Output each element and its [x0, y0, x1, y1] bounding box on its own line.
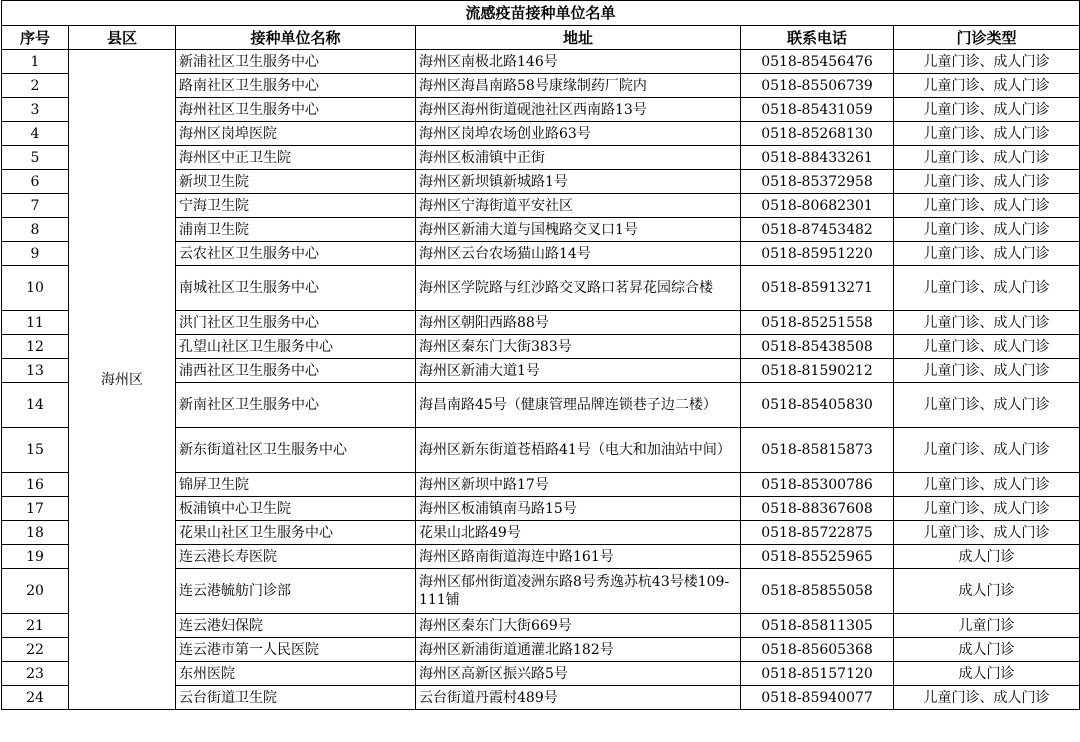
- unit-phone: 0518-85300786: [741, 473, 894, 497]
- header-row: [2, 26, 1080, 50]
- unit-phone: 0518-85913271: [741, 266, 894, 311]
- unit-name: 新浦社区卫生服务中心: [176, 50, 416, 74]
- unit-name: 孔望山社区卫生服务中心: [176, 335, 416, 359]
- header-address: 地址: [416, 26, 741, 50]
- unit-phone: 0518-85722875: [741, 521, 894, 545]
- unit-name: 东州医院: [176, 662, 416, 686]
- row-number: 6: [2, 170, 69, 194]
- row-number: 22: [2, 638, 69, 662]
- clinic-type: 成人门诊: [894, 638, 1080, 662]
- clinic-type: 儿童门诊、成人门诊: [894, 383, 1080, 428]
- header-no: 序号: [2, 26, 69, 50]
- unit-name: 海州社区卫生服务中心: [176, 98, 416, 122]
- clinic-type: 成人门诊: [894, 662, 1080, 686]
- unit-name: 海州区岗埠医院: [176, 122, 416, 146]
- row-number: 1: [2, 50, 69, 74]
- row-number: 5: [2, 146, 69, 170]
- unit-phone: 0518-85438508: [741, 335, 894, 359]
- unit-name: 板浦镇中心卫生院: [176, 497, 416, 521]
- clinic-type: 儿童门诊、成人门诊: [894, 242, 1080, 266]
- unit-address: 海州区板浦镇南马路15号: [416, 497, 741, 521]
- row-number: 18: [2, 521, 69, 545]
- unit-phone: 0518-85815873: [741, 428, 894, 473]
- unit-address: 海州区学院路与红沙路交叉路口茗昇花园综合楼: [416, 266, 741, 311]
- unit-address: 海州区岗埠农场创业路63号: [416, 122, 741, 146]
- row-number: 24: [2, 686, 69, 710]
- clinic-type: 儿童门诊: [894, 614, 1080, 638]
- clinic-type: 成人门诊: [894, 569, 1080, 614]
- table-title: 流感疫苗接种单位名单: [2, 1, 1080, 26]
- clinic-type: 儿童门诊、成人门诊: [894, 170, 1080, 194]
- unit-name: 新坝卫生院: [176, 170, 416, 194]
- unit-phone: 0518-88433261: [741, 146, 894, 170]
- unit-address: 云台街道丹霞村489号: [416, 686, 741, 710]
- clinic-type: 儿童门诊、成人门诊: [894, 98, 1080, 122]
- unit-phone: 0518-85157120: [741, 662, 894, 686]
- unit-address: 海州区云台农场猫山路14号: [416, 242, 741, 266]
- clinic-type: 成人门诊: [894, 545, 1080, 569]
- row-number: 10: [2, 266, 69, 311]
- row-number: 8: [2, 218, 69, 242]
- row-number: 19: [2, 545, 69, 569]
- clinic-type: 儿童门诊、成人门诊: [894, 194, 1080, 218]
- unit-phone: 0518-81590212: [741, 359, 894, 383]
- clinic-type: 儿童门诊、成人门诊: [894, 146, 1080, 170]
- clinic-type: 儿童门诊、成人门诊: [894, 122, 1080, 146]
- unit-address: 花果山北路49号: [416, 521, 741, 545]
- unit-address: 海州区新坝中路17号: [416, 473, 741, 497]
- unit-phone: 0518-85811305: [741, 614, 894, 638]
- row-number: 2: [2, 74, 69, 98]
- header-type: 门诊类型: [894, 26, 1080, 50]
- clinic-type: 儿童门诊、成人门诊: [894, 497, 1080, 521]
- unit-phone: 0518-85605368: [741, 638, 894, 662]
- unit-phone: 0518-80682301: [741, 194, 894, 218]
- table-row: [2, 50, 1080, 74]
- row-number: 15: [2, 428, 69, 473]
- unit-phone: 0518-85405830: [741, 383, 894, 428]
- clinic-type: 儿童门诊、成人门诊: [894, 428, 1080, 473]
- clinic-type: 儿童门诊、成人门诊: [894, 686, 1080, 710]
- clinic-type: 儿童门诊、成人门诊: [894, 74, 1080, 98]
- unit-phone: 0518-88367608: [741, 497, 894, 521]
- row-number: 20: [2, 569, 69, 614]
- unit-address: 海州区新坝镇新城路1号: [416, 170, 741, 194]
- unit-address: 海州区新浦大道1号: [416, 359, 741, 383]
- unit-address: 海州区高新区振兴路5号: [416, 662, 741, 686]
- unit-phone: 0518-85951220: [741, 242, 894, 266]
- clinic-type: 儿童门诊、成人门诊: [894, 50, 1080, 74]
- vaccination-units-table: [1, 0, 1080, 710]
- unit-address: 海州区郁州街道凌洲东路8号秀逸苏杭43号楼109-111铺: [416, 569, 741, 614]
- clinic-type: 儿童门诊、成人门诊: [894, 521, 1080, 545]
- unit-address: 海州区板浦镇中正街: [416, 146, 741, 170]
- unit-phone: 0518-85431059: [741, 98, 894, 122]
- unit-name: 新东街道社区卫生服务中心: [176, 428, 416, 473]
- row-number: 9: [2, 242, 69, 266]
- unit-name: 宁海卫生院: [176, 194, 416, 218]
- unit-address: 海州区新浦街道通灌北路182号: [416, 638, 741, 662]
- unit-address: 海州区新浦大道与国槐路交叉口1号: [416, 218, 741, 242]
- unit-phone: 0518-85940077: [741, 686, 894, 710]
- row-number: 7: [2, 194, 69, 218]
- unit-phone: 0518-85372958: [741, 170, 894, 194]
- clinic-type: 儿童门诊、成人门诊: [894, 218, 1080, 242]
- unit-address: 海州区秦东门大街383号: [416, 335, 741, 359]
- row-number: 4: [2, 122, 69, 146]
- unit-address: 海州区宁海街道平安社区: [416, 194, 741, 218]
- unit-phone: 0518-85268130: [741, 122, 894, 146]
- unit-address: 海州区秦东门大街669号: [416, 614, 741, 638]
- unit-address: 海州区海昌南路58号康缘制药厂院内: [416, 74, 741, 98]
- row-number: 16: [2, 473, 69, 497]
- unit-address: 海州区海州街道砚池社区西南路13号: [416, 98, 741, 122]
- unit-name: 连云港毓舫门诊部: [176, 569, 416, 614]
- unit-phone: 0518-85456476: [741, 50, 894, 74]
- row-number: 12: [2, 335, 69, 359]
- unit-phone: 0518-85506739: [741, 74, 894, 98]
- unit-address: 海昌南路45号（健康管理品牌连锁巷子边二楼）: [416, 383, 741, 428]
- unit-name: 花果山社区卫生服务中心: [176, 521, 416, 545]
- unit-phone: 0518-85525965: [741, 545, 894, 569]
- header-phone: 联系电话: [741, 26, 894, 50]
- clinic-type: 儿童门诊、成人门诊: [894, 311, 1080, 335]
- unit-name: 云农社区卫生服务中心: [176, 242, 416, 266]
- row-number: 11: [2, 311, 69, 335]
- clinic-type: 儿童门诊、成人门诊: [894, 359, 1080, 383]
- unit-address: 海州区南极北路146号: [416, 50, 741, 74]
- unit-address: 海州区朝阳西路88号: [416, 311, 741, 335]
- unit-name: 连云港长寿医院: [176, 545, 416, 569]
- unit-name: 浦西社区卫生服务中心: [176, 359, 416, 383]
- unit-phone: 0518-85855058: [741, 569, 894, 614]
- row-number: 13: [2, 359, 69, 383]
- unit-name: 云台街道卫生院: [176, 686, 416, 710]
- header-county: 县区: [69, 26, 176, 50]
- unit-phone: 0518-87453482: [741, 218, 894, 242]
- unit-name: 新南社区卫生服务中心: [176, 383, 416, 428]
- row-number: 21: [2, 614, 69, 638]
- unit-name: 连云港市第一人民医院: [176, 638, 416, 662]
- row-number: 23: [2, 662, 69, 686]
- unit-address: 海州区新东街道苍梧路41号（电大和加油站中间）: [416, 428, 741, 473]
- unit-name: 锦屏卫生院: [176, 473, 416, 497]
- unit-name: 洪门社区卫生服务中心: [176, 311, 416, 335]
- header-unit: 接种单位名称: [176, 26, 416, 50]
- unit-name: 路南社区卫生服务中心: [176, 74, 416, 98]
- unit-name: 南城社区卫生服务中心: [176, 266, 416, 311]
- row-number: 17: [2, 497, 69, 521]
- row-number: 3: [2, 98, 69, 122]
- row-number: 14: [2, 383, 69, 428]
- unit-address: 海州区路南街道海连中路161号: [416, 545, 741, 569]
- clinic-type: 儿童门诊、成人门诊: [894, 473, 1080, 497]
- county-cell: 海州区: [69, 50, 176, 710]
- unit-name: 海州区中正卫生院: [176, 146, 416, 170]
- clinic-type: 儿童门诊、成人门诊: [894, 266, 1080, 311]
- unit-name: 浦南卫生院: [176, 218, 416, 242]
- clinic-type: 儿童门诊、成人门诊: [894, 335, 1080, 359]
- unit-name: 连云港妇保院: [176, 614, 416, 638]
- unit-phone: 0518-85251558: [741, 311, 894, 335]
